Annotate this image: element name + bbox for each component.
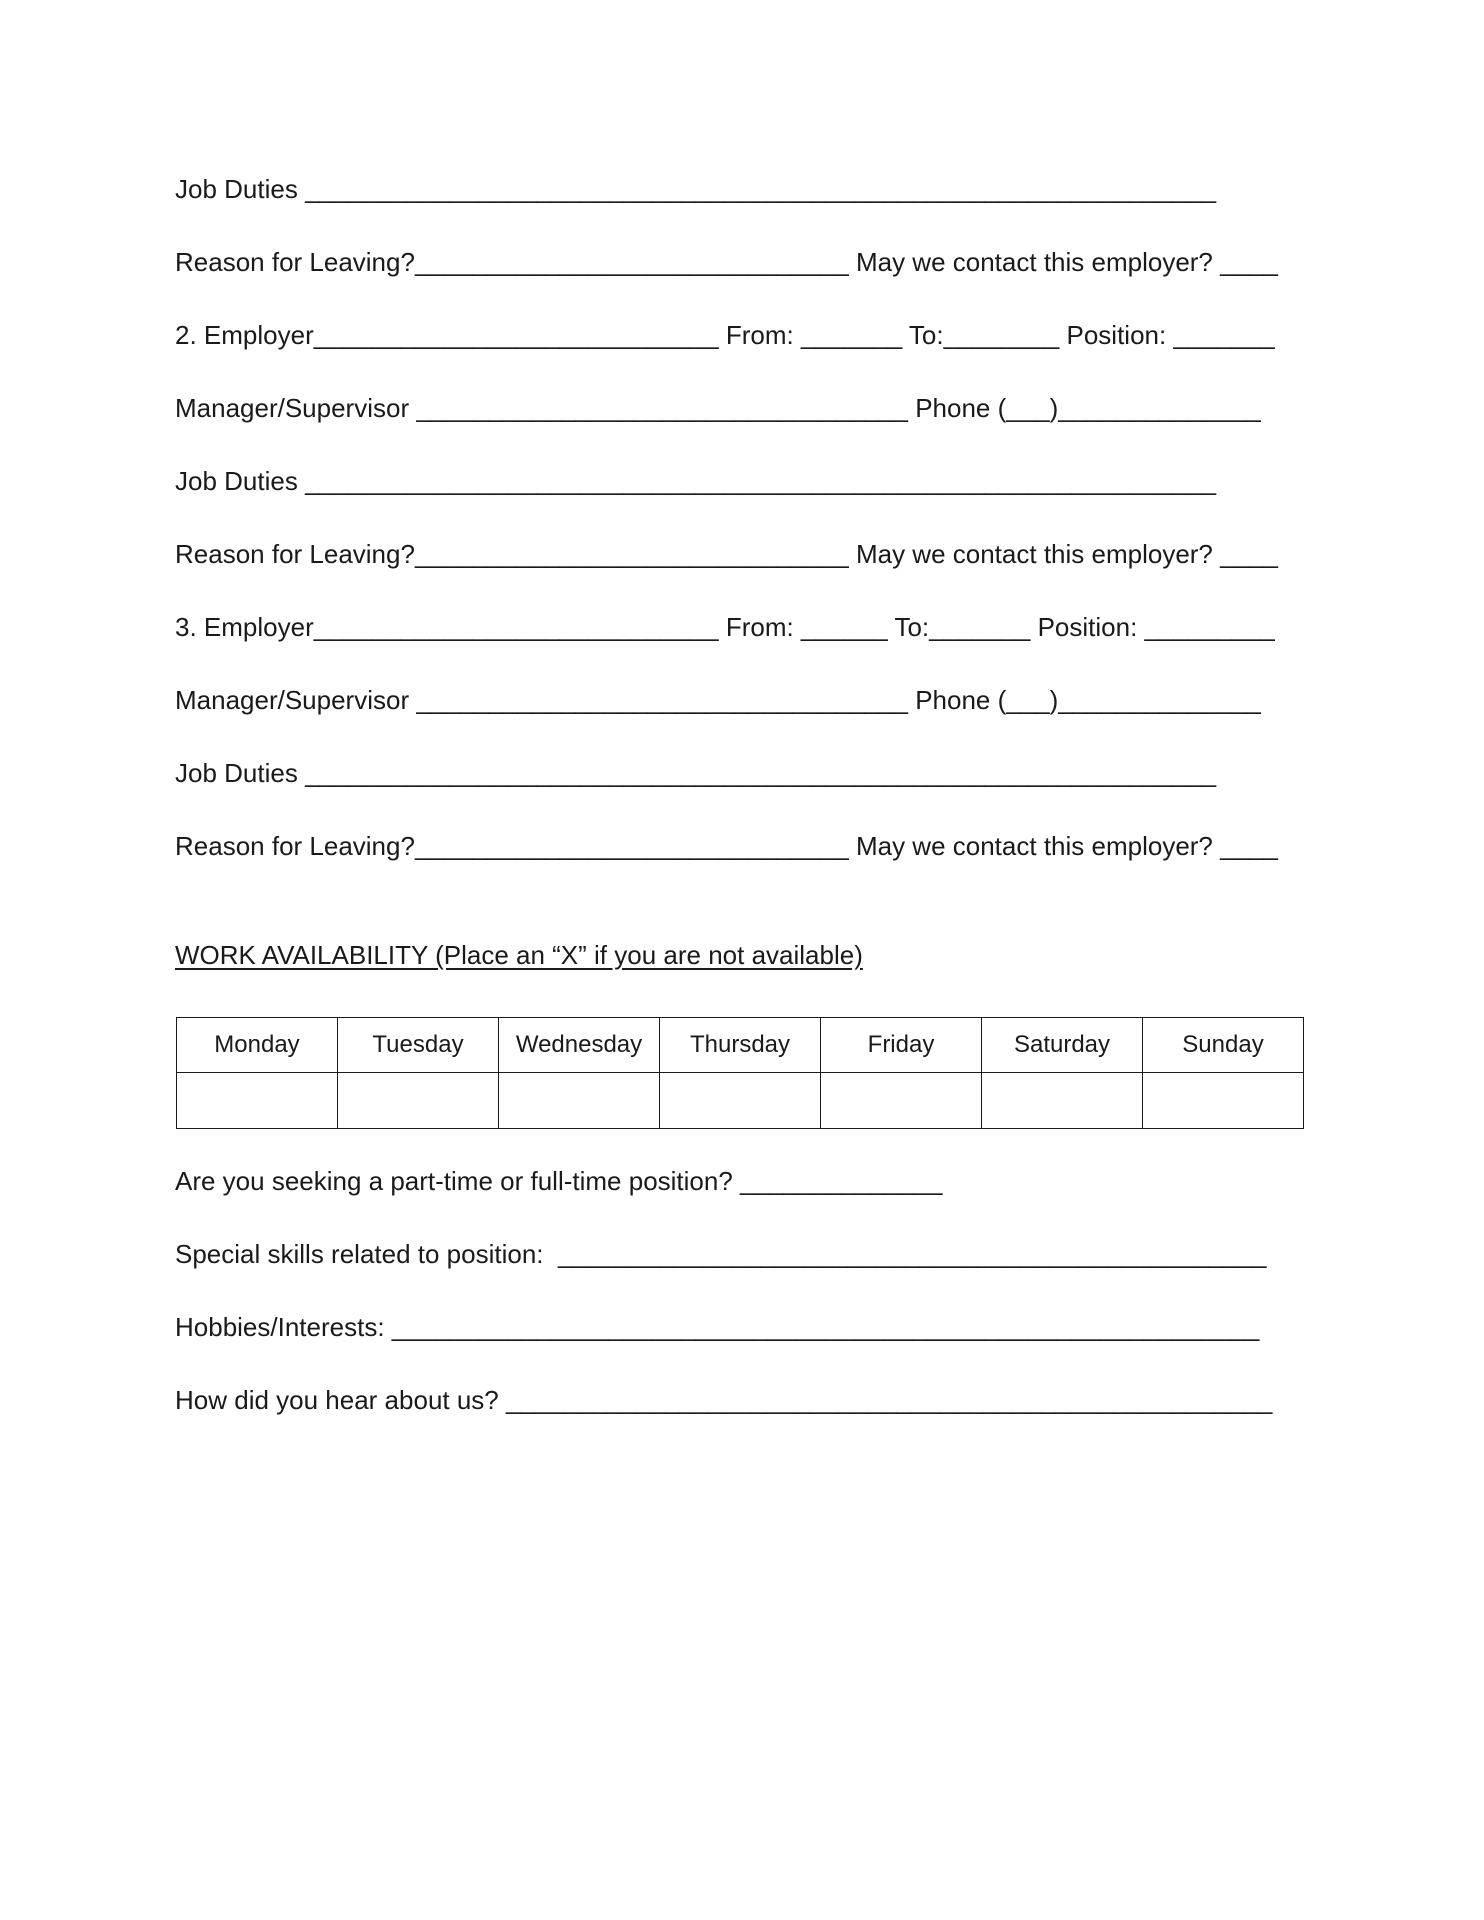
hobbies-interests-question[interactable]: Hobbies/Interests: ____________________________________________________________ [175,1312,1260,1342]
special-skills-question[interactable]: Special skills related to position: _________________________________________________ [175,1239,1267,1269]
day-header-sunday: Sunday [1143,1018,1304,1073]
availability-cell-monday[interactable] [177,1073,338,1129]
reason-for-leaving-line-2[interactable]: Reason for Leaving?______________________________ May we contact this employer? ____ [175,539,1278,569]
availability-cell-tuesday[interactable] [338,1073,499,1129]
day-header-saturday: Saturday [982,1018,1143,1073]
employer-3-line[interactable]: 3. Employer____________________________ From: ______ To:_______ Position: _________ [175,612,1275,642]
availability-cell-sunday[interactable] [1143,1073,1304,1129]
availability-marks-row [177,1073,1304,1129]
day-header-monday: Monday [177,1018,338,1073]
availability-cell-thursday[interactable] [660,1073,821,1129]
job-duties-line-2[interactable]: Job Duties _______________________________________________________________ [175,466,1217,496]
day-header-wednesday: Wednesday [499,1018,660,1073]
work-availability-table [176,1017,1304,1129]
day-header-friday: Friday [821,1018,982,1073]
position-type-question[interactable]: Are you seeking a part-time or full-time position? ______________ [175,1166,943,1196]
availability-cell-friday[interactable] [821,1073,982,1129]
reason-for-leaving-line-1[interactable]: Reason for Leaving?______________________________ May we contact this employer? ____ [175,247,1278,277]
job-duties-line-3[interactable]: Job Duties _______________________________________________________________ [175,758,1217,788]
manager-supervisor-line-3[interactable]: Manager/Supervisor __________________________________ Phone (___)______________ [175,685,1261,715]
reason-for-leaving-line-3[interactable]: Reason for Leaving?______________________________ May we contact this employer? ____ [175,831,1278,861]
employer-2-line[interactable]: 2. Employer____________________________ From: _______ To:________ Position: _______ [175,320,1275,350]
availability-days-row [177,1018,1304,1073]
day-header-thursday: Thursday [660,1018,821,1073]
manager-supervisor-line-2[interactable]: Manager/Supervisor __________________________________ Phone (___)______________ [175,393,1261,423]
availability-cell-wednesday[interactable] [499,1073,660,1129]
work-availability-heading: WORK AVAILABILITY (Place an “X” if you are not available) [175,940,863,970]
day-header-tuesday: Tuesday [338,1018,499,1073]
job-duties-line-1[interactable]: Job Duties _______________________________________________________________ [175,174,1217,204]
referral-source-question[interactable]: How did you hear about us? _____________________________________________________ [175,1385,1273,1415]
availability-cell-saturday[interactable] [982,1073,1143,1129]
